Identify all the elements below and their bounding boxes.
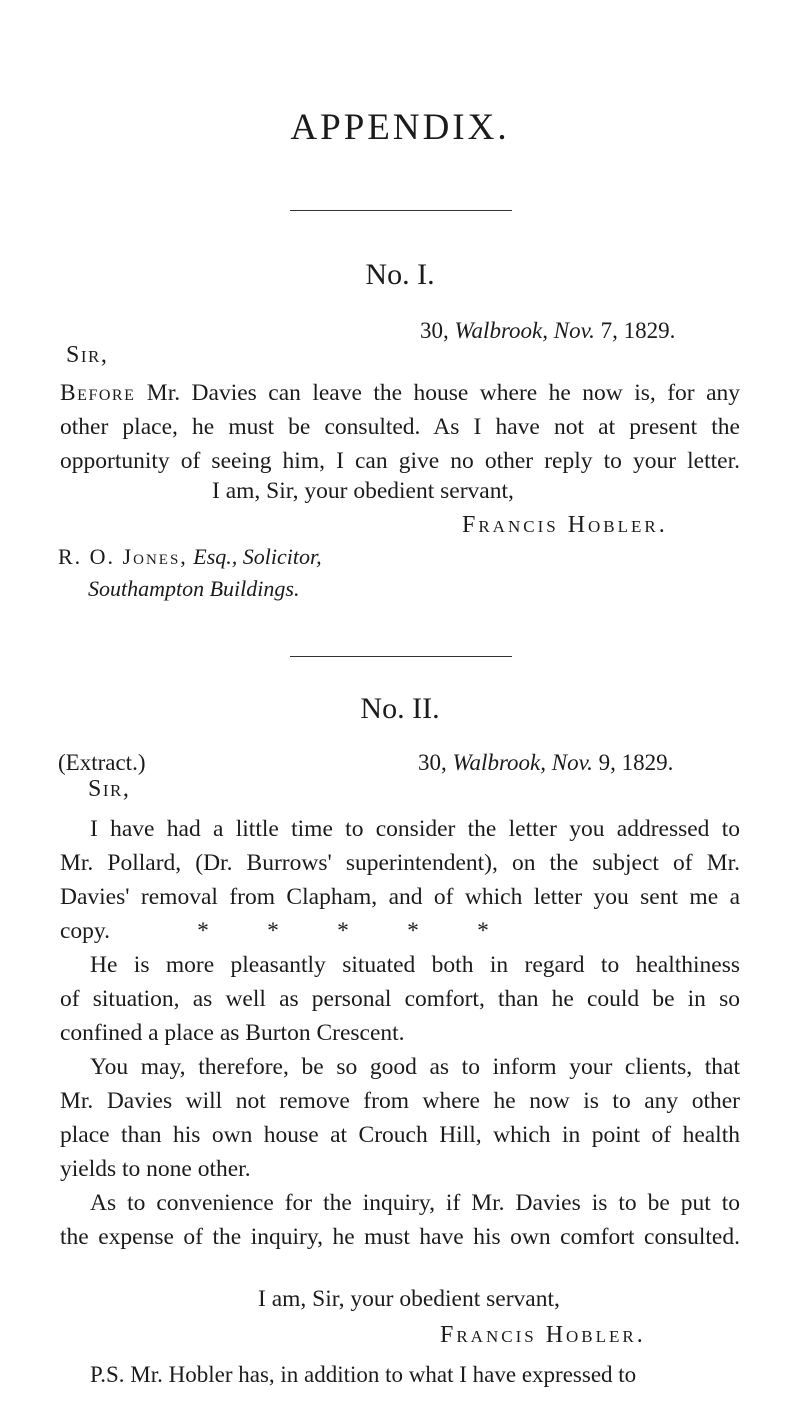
body-line: the expense of the inquiry, he must have his own comfort consulted. xyxy=(60,1224,740,1250)
dateline-place: Walbrook, Nov. xyxy=(452,750,593,775)
star: * xyxy=(337,918,349,944)
letter-1-salutation: Sir, xyxy=(66,342,109,368)
ellipsis-stars xyxy=(168,918,518,944)
body-line: other place, he must be consulted. As I have not at present the xyxy=(60,414,740,440)
star: * xyxy=(197,918,209,944)
letter-2-signature: Francis Hobler. xyxy=(440,1322,646,1348)
letter-2-salutation: Sir, xyxy=(88,776,131,802)
letter-1-addressee xyxy=(58,544,322,570)
postscript-line-1: P.S. Mr. Hobler has, in addition to what I have expressed to xyxy=(90,1362,637,1387)
letter-1-addressee-place: Southampton Buildings. xyxy=(88,576,300,601)
star: * xyxy=(407,918,419,944)
letter-2-dateline xyxy=(418,750,673,776)
letter-1-signature: Francis Hobler. xyxy=(462,512,668,538)
star: * xyxy=(267,918,279,944)
divider-top xyxy=(290,210,512,211)
dateline-date: 9, 1829. xyxy=(592,750,674,775)
dateline-place: Walbrook, Nov. xyxy=(454,318,595,343)
dateline-number: 30, xyxy=(420,318,455,343)
letter-1-body xyxy=(60,376,740,478)
letter-2-closing: I am, Sir, your obedient servant, xyxy=(258,1286,560,1312)
body-line: yields to none other. xyxy=(60,1156,251,1182)
page-title: APPENDIX. xyxy=(290,107,510,148)
letter-1-closing: I am, Sir, your obedient servant, xyxy=(212,478,514,504)
body-line: Mr. Pollard, (Dr. Burrows' superintendent), on the subject of Mr. xyxy=(60,850,740,876)
body-line: You may, therefore, be so good as to inform your clients, that xyxy=(90,1054,740,1080)
divider-middle xyxy=(290,656,512,657)
dateline-date: 7, 1829. xyxy=(594,318,676,343)
body-line: opportunity of seeing him, I can give no other reply to your letter. xyxy=(60,448,740,474)
body-line: of situation, as well as personal comfort, than he could be in so xyxy=(60,986,740,1012)
body-line: Davies' removal from Clapham, and of which letter you sent me a xyxy=(60,884,740,910)
body-first-word: Before xyxy=(60,380,136,406)
addressee-title: Esq., Solicitor, xyxy=(187,544,322,569)
body-line: As to convenience for the inquiry, if Mr. Davies is to be put to xyxy=(90,1190,740,1216)
body-line: place than his own house at Crouch Hill, which in point of health xyxy=(60,1122,740,1148)
addressee-name: R. O. Jones, xyxy=(58,544,188,569)
copy-word: copy. xyxy=(60,918,111,944)
body-line: He is more pleasantly situated both in regard to healthiness xyxy=(90,952,740,978)
star: * xyxy=(477,918,489,944)
body-line: I have had a little time to consider the letter you addressed to xyxy=(90,816,740,842)
letter-2-body xyxy=(60,812,740,1254)
letter-2-heading: No. II. xyxy=(360,692,440,725)
letter-1-dateline xyxy=(420,318,675,344)
extract-label: (Extract.) xyxy=(58,750,146,775)
body-line: Mr. Davies can leave the house where he now is, for any xyxy=(135,380,740,406)
body-line xyxy=(60,914,740,948)
letter-1-heading: No. I. xyxy=(365,258,435,291)
dateline-number: 30, xyxy=(418,750,453,775)
body-line: confined a place as Burton Crescent. xyxy=(60,1020,405,1046)
body-line: Mr. Davies will not remove from where he now is to any other xyxy=(60,1088,740,1114)
